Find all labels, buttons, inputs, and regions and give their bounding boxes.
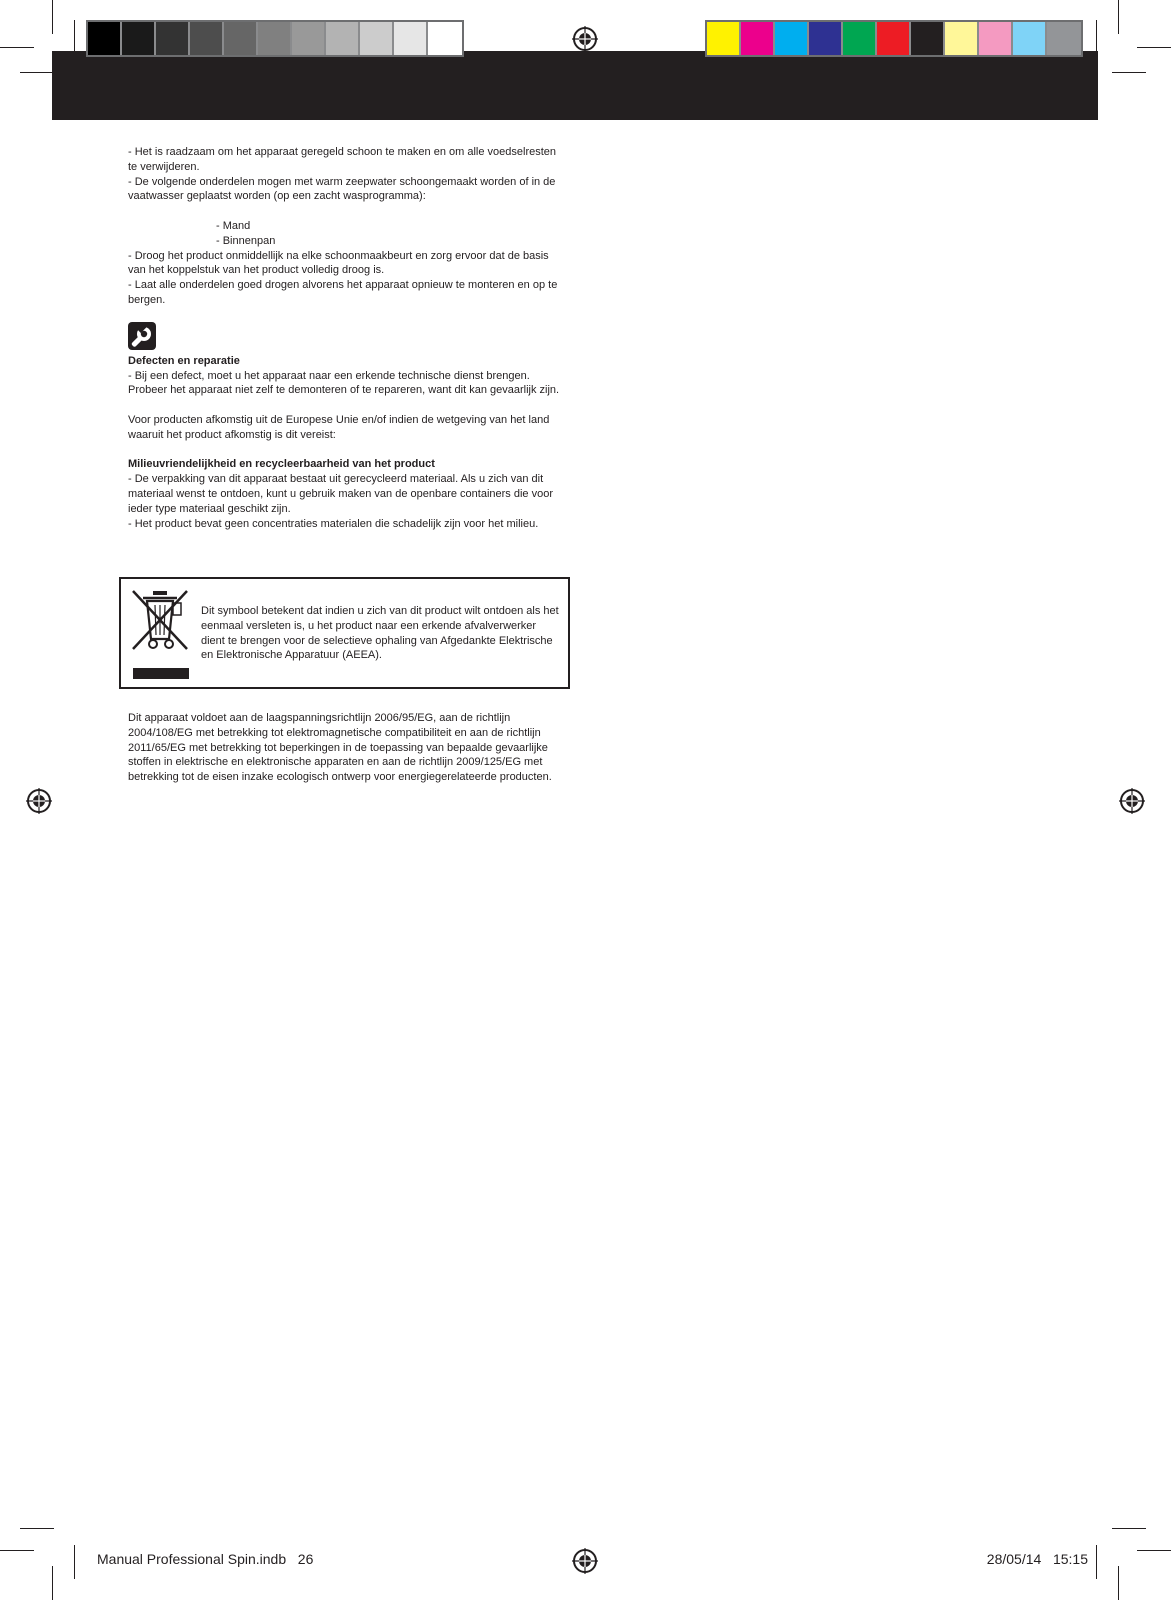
paragraph: - De volgende onderdelen mogen met warm zeepwater schoongemaakt worden of in de vaatwasser geplaatst worden (op een zacht wasprogramma): <box>128 175 556 203</box>
crop-mark <box>1112 1528 1146 1529</box>
paragraph: Voor producten afkomstig uit de Europese Unie en/of indien de wetgeving van het land waaruit het product afkomstig is dit vereist: <box>128 413 550 441</box>
color-swatch <box>88 22 122 55</box>
crop-mark <box>52 1566 53 1600</box>
color-swatch <box>877 22 911 55</box>
crop-mark <box>0 47 34 48</box>
color-swatch <box>843 22 877 55</box>
color-swatch <box>156 22 190 55</box>
color-swatch <box>360 22 394 55</box>
paragraph: - Droog het product onmiddellijk na elke schoonmaakbeurt en zorg ervoor dat de basis van het koppelstuk van het product volledig droog is. <box>128 249 549 277</box>
compliance-statement: Dit apparaat voldoet aan de laagspanningsrichtlijn 2006/95/EG, aan de richtlijn 2004/108/EG met betrekking tot elektromagnetische compatibiliteit en aan de richtlijn 2011/65/EG met betrekking tot beperkingen in de toepassing van bepaalde gevaarlijke stoffen in elektrische en elektronische apparaten en aan de richtlijn 2009/125/EG met betrekking tot de eisen inzake ecologisch ontwerp voor energiegerelateerde producten. <box>128 712 552 784</box>
color-swatch <box>911 22 945 55</box>
color-swatch <box>224 22 258 55</box>
paragraph: - Laat alle onderdelen goed drogen alvorens het apparaat opnieuw te monteren en op te bergen. <box>128 279 558 306</box>
crop-mark <box>1096 20 1097 54</box>
color-swatch <box>1047 22 1081 55</box>
cleaning-instructions <box>128 145 560 531</box>
crossed-bin-icon <box>129 587 191 653</box>
crop-mark <box>74 20 75 54</box>
crop-mark <box>20 72 54 73</box>
wrench-icon <box>128 322 156 350</box>
crop-mark <box>1137 1550 1171 1551</box>
crop-mark <box>1118 1566 1119 1600</box>
weee-notice-box <box>119 577 570 689</box>
weee-text: Dit symbool betekent dat indien u zich van dit product wilt ontdoen als het eenmaal versleten is, u het product naar een erkende afvalverwerker dient te brengen voor de selectieve ophaling van Afgedankte Elektrische en Elektronische Apparatuur (AEEA). <box>201 605 559 662</box>
paragraph: - Het product bevat geen concentraties materialen die schadelijk zijn voor het milieu. <box>128 517 539 530</box>
paragraph: - De verpakking van dit apparaat bestaat uit gerecycleerd materiaal. Als u zich van dit materiaal wenst te ontdoen, kunt u gebruik maken van de openbare containers die voor ieder type materiaal geschikt zijn. <box>128 473 553 515</box>
section-heading: Defecten en reparatie <box>128 354 240 367</box>
process-color-bar <box>705 20 1083 57</box>
registration-target-icon <box>1119 788 1145 814</box>
footer-date-time: 28/05/14 15:15 <box>986 1551 1088 1567</box>
color-swatch <box>741 22 775 55</box>
color-swatch <box>707 22 741 55</box>
crop-mark <box>74 1545 75 1579</box>
color-swatch <box>1013 22 1047 55</box>
color-swatch <box>809 22 843 55</box>
crop-mark <box>52 0 53 34</box>
color-swatch <box>326 22 360 55</box>
crop-mark <box>1118 0 1119 34</box>
registration-target-icon <box>26 788 52 814</box>
list-item: - Mand <box>216 219 251 232</box>
paragraph: - Het is raadzaam om het apparaat geregeld schoon te maken en om alle voedselresten te verwijderen. <box>128 146 557 173</box>
crop-mark <box>1137 47 1171 48</box>
color-swatch <box>122 22 156 55</box>
color-swatch <box>945 22 979 55</box>
grayscale-color-bar <box>86 20 464 57</box>
list-item: - Binnenpan <box>216 234 276 247</box>
footer-file-info: Manual Professional Spin.indb 26 <box>97 1551 314 1567</box>
color-swatch <box>190 22 224 55</box>
color-swatch <box>292 22 326 55</box>
paragraph: - Bij een defect, moet u het apparaat naar een erkende technische dienst brengen. Probeer het apparaat niet zelf te demonteren of te repareren, want dit kan gevaarlijk zijn. <box>128 369 560 397</box>
registration-target-icon <box>572 26 598 52</box>
registration-target-icon <box>572 1548 598 1574</box>
crop-mark <box>20 1528 54 1529</box>
color-swatch <box>258 22 292 55</box>
section-heading: Milieuvriendelijkheid en recycleerbaarheid van het product <box>128 458 435 471</box>
crop-mark <box>1096 1545 1097 1579</box>
weee-underline-bar <box>133 668 189 679</box>
header-band <box>52 51 1098 120</box>
color-swatch <box>979 22 1013 55</box>
color-swatch <box>394 22 428 55</box>
color-swatch <box>428 22 462 55</box>
color-swatch <box>775 22 809 55</box>
crop-mark <box>1112 72 1146 73</box>
crop-mark <box>0 1550 34 1551</box>
